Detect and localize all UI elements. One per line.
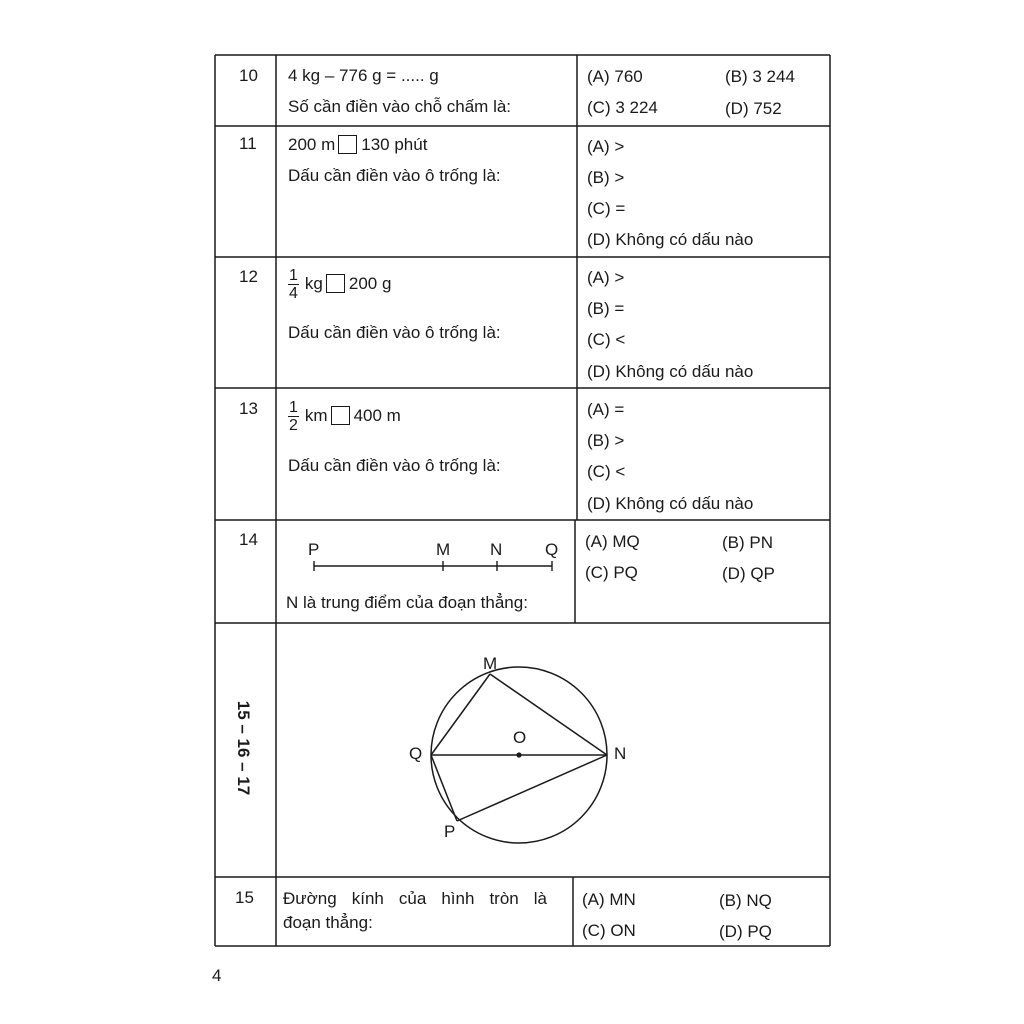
page-number: 4 bbox=[212, 966, 222, 985]
right-quantity: 200 g bbox=[348, 273, 392, 293]
option-d: (D) Không có dấu nào bbox=[587, 362, 754, 381]
option-d: (D) Không có dấu nào bbox=[587, 494, 754, 513]
right-quantity: 130 phút bbox=[361, 135, 428, 154]
point-label-m: M bbox=[436, 540, 451, 559]
option-b: (B) > bbox=[587, 168, 625, 187]
point-label-q: Q bbox=[545, 540, 559, 559]
option-c: (C) < bbox=[587, 462, 626, 481]
option-d: (D) QP bbox=[722, 564, 775, 583]
option-b: (B) PN bbox=[722, 533, 773, 552]
center-point bbox=[516, 752, 521, 757]
point-label-o: O bbox=[513, 728, 527, 747]
option-b: (B) = bbox=[587, 299, 625, 318]
chord-qp bbox=[431, 755, 457, 821]
option-a: (A) MN bbox=[582, 890, 636, 909]
option-a: (A) 760 bbox=[587, 67, 643, 86]
chord-qm bbox=[431, 674, 490, 755]
question-group-label: 15 – 16 – 17 bbox=[234, 700, 253, 796]
question-number: 12 bbox=[239, 267, 258, 286]
option-b: (B) 3 244 bbox=[725, 67, 795, 86]
answer-box bbox=[326, 274, 345, 293]
question-text: 4 kg – 776 g = ..... g bbox=[288, 66, 439, 85]
option-a: (A) > bbox=[587, 137, 625, 156]
option-a: (A) = bbox=[587, 400, 625, 419]
option-c: (C) PQ bbox=[585, 563, 638, 582]
option-d: (D) PQ bbox=[719, 922, 772, 941]
fraction: $\frac{1}{2}$ bbox=[289, 399, 298, 434]
question-text bbox=[288, 267, 391, 302]
point-label-q: Q bbox=[409, 744, 423, 763]
option-c: (C) = bbox=[587, 199, 626, 218]
right-quantity: 400 m bbox=[353, 405, 401, 425]
chord-pn bbox=[457, 755, 607, 821]
question-number: 14 bbox=[239, 530, 258, 549]
question-number: 10 bbox=[239, 66, 258, 85]
option-b: (B) > bbox=[587, 431, 625, 450]
question-prompt: Số cần điền vào chỗ chấm là: bbox=[288, 97, 512, 116]
answer-box bbox=[338, 135, 357, 154]
option-d: (D) Không có dấu nào bbox=[587, 230, 754, 249]
question-number: 15 bbox=[235, 888, 254, 907]
question-prompt: Dấu cần điền vào ô trống là: bbox=[288, 323, 501, 342]
question-prompt: đoạn thẳng: bbox=[283, 913, 373, 932]
question-prompt: Dấu cần điền vào ô trống là: bbox=[288, 166, 501, 185]
point-label-p: P bbox=[444, 822, 456, 841]
question-prompt: Dấu cần điền vào ô trống là: bbox=[288, 456, 501, 475]
question-number: 11 bbox=[239, 134, 257, 153]
question-text: Đường kính của hình tròn là bbox=[283, 889, 547, 908]
option-c: (C) 3 224 bbox=[587, 98, 658, 117]
fraction: $\frac{1}{4}$ bbox=[289, 267, 298, 302]
point-label-m: M bbox=[483, 654, 498, 673]
question-prompt: N là trung điểm của đoạn thẳng: bbox=[286, 593, 528, 612]
point-label-n: N bbox=[614, 744, 627, 763]
unit: km bbox=[304, 405, 328, 425]
option-a: (A) > bbox=[587, 268, 625, 287]
left-quantity: 200 m bbox=[288, 135, 336, 154]
segment-diagram bbox=[300, 535, 570, 580]
question-text bbox=[288, 135, 427, 155]
unit: kg bbox=[304, 273, 323, 293]
question-number: 13 bbox=[239, 399, 258, 418]
option-a: (A) MQ bbox=[585, 532, 640, 551]
question-text bbox=[288, 399, 401, 434]
option-d: (D) 752 bbox=[725, 99, 782, 118]
option-c: (C) < bbox=[587, 330, 626, 349]
point-label-p: P bbox=[308, 540, 320, 559]
point-label-n: N bbox=[490, 540, 503, 559]
answer-box bbox=[331, 406, 350, 425]
chord-mn bbox=[490, 674, 607, 755]
option-c: (C) ON bbox=[582, 921, 636, 940]
option-b: (B) NQ bbox=[719, 891, 772, 910]
